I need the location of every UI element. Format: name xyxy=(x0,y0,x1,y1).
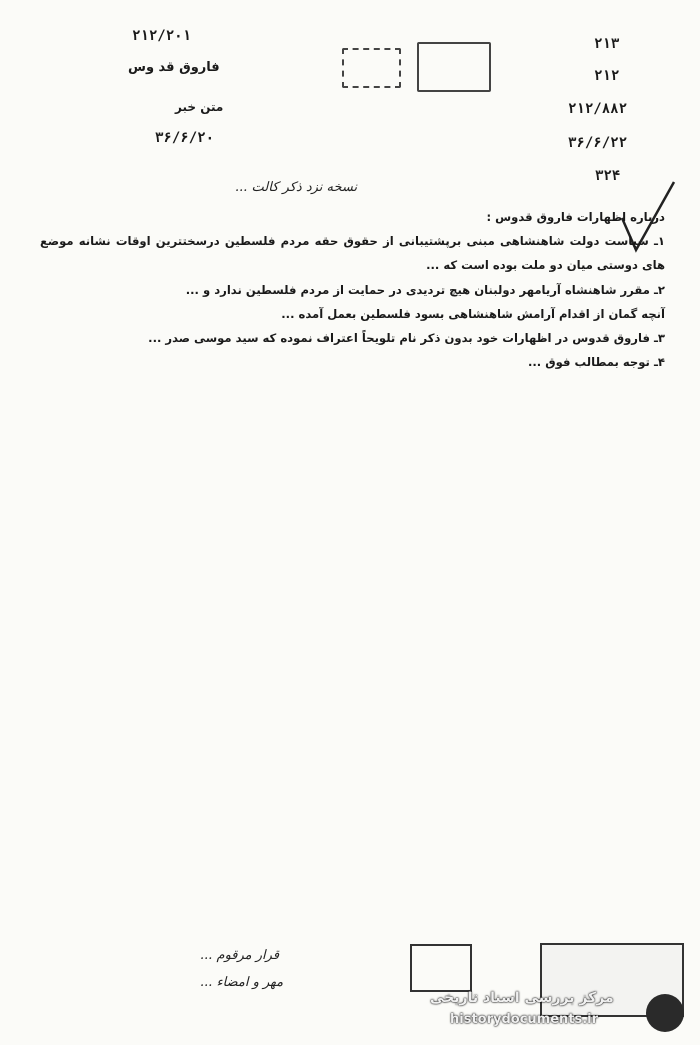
paragraph-4: ۳ـ فاروق قدوس در اظهارات خود بدون ذکر نام تلویحاً اعتراف نموده که سید موسی صدر ... xyxy=(148,331,665,346)
reference-number-right-3: ۲۱۲/۸۸۲ xyxy=(568,101,628,117)
date-left: ۳۶/۶/۲۰ xyxy=(155,130,215,146)
document-title: درباره اظهارات فاروق قدوس : xyxy=(486,210,665,224)
watermark-text-en: historydocuments.ir xyxy=(450,1012,599,1027)
date-right: ۳۶/۶/۲۲ xyxy=(568,135,628,151)
bottom-stamp-small xyxy=(410,944,472,992)
reference-number-right-2: ۲۱۲ xyxy=(594,68,620,84)
watermark-logo-icon xyxy=(646,994,684,1032)
stamp-box-right xyxy=(417,42,491,92)
paragraph-5: ۴ـ توجه بمطالب فوق ... xyxy=(527,355,665,370)
paragraph-3: آنچه گمان از اقدام آرامش شاهنشاهی بسود فلسطین بعمل آمده ... xyxy=(281,306,665,321)
watermark-text-fa: مرکز بررسی اسناد تاریخی xyxy=(430,990,614,1006)
subject-label: متن خبر xyxy=(175,100,224,114)
document-body xyxy=(40,205,665,374)
stamp-box-left xyxy=(342,48,401,88)
paragraph-1: ۱ـ سیاست دولت شاهنشاهی مبنی برپشتیبانی از حقوق حقه مردم فلسطین درسختترین اوقات نشانه موضع های دوستی میان دو ملت بوده است که ... xyxy=(40,234,665,273)
reference-number-left: ۲۱۲/۲۰۱ xyxy=(132,28,192,44)
signature-line-2: مهر و امضاء ... xyxy=(200,975,284,990)
reference-number-right-4: ۳۲۴ xyxy=(595,168,621,184)
paragraph-2: ۲ـ مقرر شاهنشاه آریامهر دولبنان هیچ تردیدی در حمایت از مردم فلسطین ندارد و ... xyxy=(185,282,665,297)
signature-line-1: قرار مرقوم ... xyxy=(200,948,280,963)
subject-person-name: فاروق قد وس xyxy=(128,60,220,75)
handwritten-note: نسخه نزد ذکر کالت ... xyxy=(235,180,358,195)
reference-number-right-1: ۲۱۳ xyxy=(594,36,620,52)
